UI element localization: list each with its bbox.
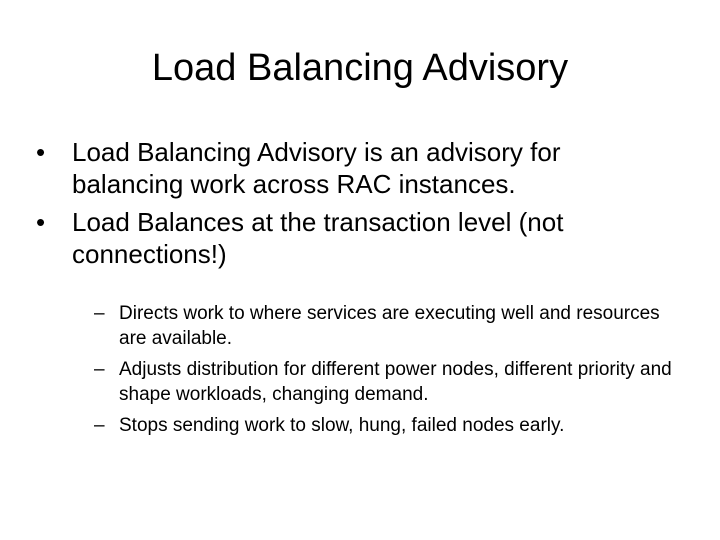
subbullet-marker: –: [94, 415, 105, 436]
bullet-list: [36, 136, 676, 276]
slide-title: Load Balancing Advisory: [151, 47, 569, 89]
bullet-item: [36, 136, 676, 200]
subbullet-text: Directs work to where services are executing well and resources are available.: [119, 303, 660, 349]
bullet-marker: •: [36, 207, 46, 237]
bullet-marker: •: [36, 137, 46, 167]
subbullet-item: [94, 413, 684, 438]
bullet-item: [36, 206, 676, 270]
subbullet-marker: –: [94, 303, 105, 324]
subbullet-marker: –: [94, 359, 105, 380]
subbullet-list: [94, 301, 684, 444]
subbullet-item: [94, 301, 684, 351]
subbullet-text: Adjusts distribution for different power nodes, different priority and shape workloads, changing demand.: [119, 359, 672, 405]
subbullet-text: Stops sending work to slow, hung, failed nodes early.: [119, 415, 565, 436]
bullet-text: Load Balancing Advisory is an advisory for balancing work across RAC instances.: [72, 137, 561, 199]
subbullet-item: [94, 357, 684, 407]
bullet-text: Load Balances at the transaction level (not connections!): [72, 207, 564, 269]
